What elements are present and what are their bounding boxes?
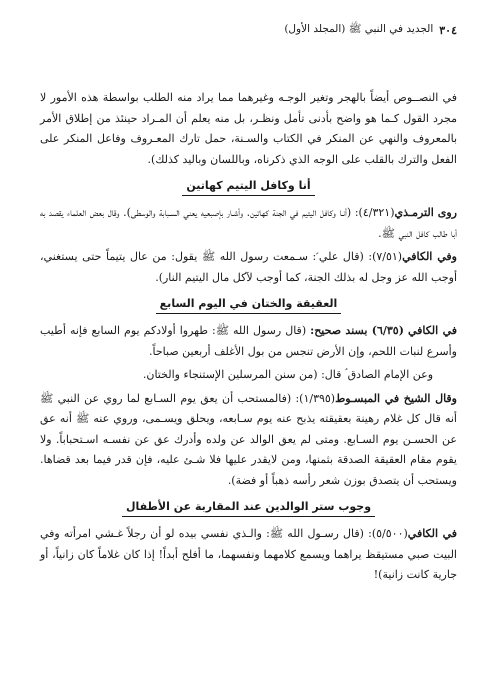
source-name: وقال الشيخ في المبسـوط — [335, 391, 457, 405]
quote-text: (أنـا وكافل اليتيم في الجنة كهاتين. وأشـار بإصبعيه يعني السـبابة والوسطى). وقال بعض العلماء يقصد به أبا طالب كافل النبي ﷺ. — [40, 206, 457, 240]
source-name: في الكافي — [407, 527, 457, 540]
section-heading-text: وجوب ستر الوالدين عند المقاربة عن الأطفال — [122, 500, 375, 517]
section-heading-orphan — [40, 179, 457, 196]
source-ref: (٤/٣٢١): — [354, 206, 395, 219]
paragraph-kafi-circumcision — [40, 321, 457, 362]
paragraph-mabsut — [40, 389, 457, 492]
source-ref: (٦/٣٥) بسند صحيح: — [310, 324, 404, 337]
source-name: وفي الكافي — [402, 250, 457, 263]
source-ref: (٧/٥١): — [368, 250, 403, 263]
quote-text: (قال علي ؑ: سـمعت رسول الله ﷺ يقول: من عال يتيماً حتى يستغني، أوجب الله عز وجل له بذلك الجنة، كما أوجب لآكل مال اليتيم النار). — [40, 250, 457, 284]
section-heading-text: أنا وكافل اليتيم كهاتين — [182, 179, 314, 196]
header-left-group — [284, 23, 457, 38]
section-heading-parents — [40, 500, 457, 517]
paragraph-tirmidhi — [40, 203, 457, 244]
quote-text: (فالمستحب أن يعق يوم السـابع لما روي عن النبي ﷺ أنه قال كل غلام رهينة بعقيقته يذبح عنه يوم سـابعه، ويحلق ويسـمى، وروي عنه ﷺ أنه عق عن الحسـن يوم السـابع. ومتى لم يعق الوالد عن ولده وأدرك عق عن نفسـه اسـتحباباً. ولا يقوم مقام العقيقة الصدقة بثمنها، ومن لايقدر عليها فلا شـئ عليه، فإن قدر فيما بعد قضاها. ويستحب أن يتصدق بوزن شعر رأسه ذهباً أو فضة). — [40, 391, 457, 487]
page-body — [40, 88, 457, 586]
quote-text: (قال رسول الله ﷺ: طهروا أولادكم يوم السابع فإنه أطيب وأسرع لنبات اللحم، وإن الأرض تنجس من بول الأغلف أربعين صباحاً. — [40, 324, 457, 358]
quote-text: (قال رسـول الله ﷺ: والـذي نفسي بيده لو أن رجلاً غـشي امرأته وفي البيت صبي مستيقظ يراهما ويسمع كلامهما ونفسهما، ما أفلح أبداً! إذا كان غلاماً كان زانياً، أو جارية كانت زانية)! — [40, 527, 457, 581]
paragraph-sadiq: وعن الإمام الصادق ؑ قال: (من سنن المرسلين الإستنجاء والختان. — [142, 368, 433, 381]
source-name: في الكافي — [407, 324, 457, 337]
section-heading-text: العقيقة والختان في اليوم السابع — [156, 297, 342, 314]
paragraph-kafi-orphan — [40, 247, 457, 288]
paragraph-kafi-parents — [40, 524, 457, 586]
page-number: ٣٠٤ — [439, 23, 457, 37]
running-title: الجديد في النبي ﷺ (المجلد الأول) — [284, 22, 434, 35]
intro-paragraph: في النصــوص أيضاً بالهجر وتغير الوجـه وغيرهما مما يراد منه الطلب بواسطة هذه الأمور لا مجرد القول كـما هو واضح بأدنى تأمل ونظـر، بل منه يعلم أن المـراد حينئذ من إطلاق الأمر بالمعروف والنهي عن المنكر في الكتاب والسـنة، حمل تارك المعـروف وفاعل المنكر على الفعل والترك بالقلب على الوجه الذي ذكرناه، وباللسان وباليد كذلك). — [40, 91, 457, 166]
source-ref: (١/٣٩٥): — [295, 391, 336, 405]
source-ref: (٥/٥٠٠): — [368, 527, 408, 540]
source-name: روى الترمـذي — [394, 206, 457, 219]
section-heading-aqiqa — [40, 297, 457, 314]
page-header — [40, 20, 457, 40]
